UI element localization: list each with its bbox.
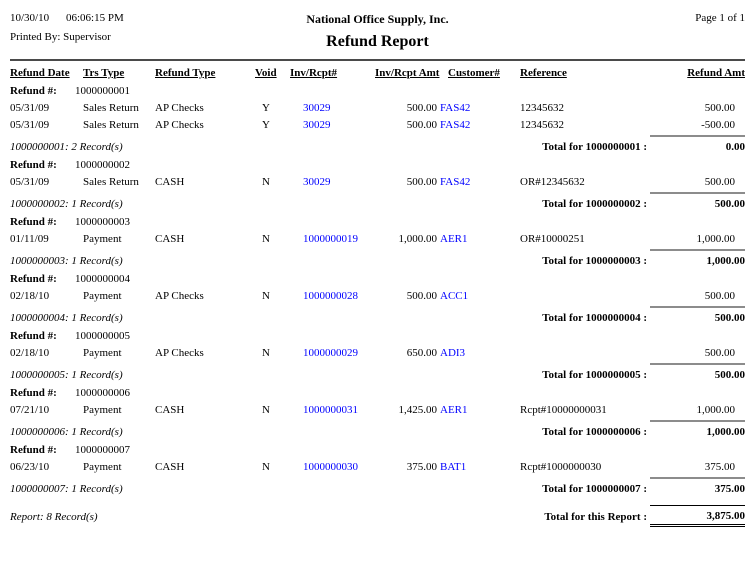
void-cell: Y — [262, 119, 270, 131]
reference-cell: Rcpt#10000000031 — [520, 404, 607, 416]
customer-link[interactable]: FAS42 — [440, 176, 471, 188]
refund-amt-cell: 1,000.00 — [696, 404, 735, 416]
inv-rcpt-link[interactable]: 30029 — [303, 119, 331, 131]
refund-group — [10, 330, 745, 381]
refund-date-cell: 02/18/10 — [10, 347, 50, 359]
group-total-label: Total for 1000000001 : — [542, 141, 647, 153]
page-indicator: Page 1 of 1 — [695, 12, 745, 24]
void-cell: N — [262, 461, 270, 473]
group-refund-number: 1000000002 — [75, 159, 130, 171]
customer-link[interactable]: AER1 — [440, 233, 468, 245]
table-row — [10, 119, 745, 132]
trs-type-cell: Sales Return — [83, 102, 139, 114]
group-label: Refund #: — [10, 273, 57, 285]
report-total-label: Total for this Report : — [544, 511, 647, 523]
group-label: Refund #: — [10, 444, 57, 456]
refund-amt-cell: 500.00 — [704, 347, 735, 359]
report-title: Refund Report — [326, 33, 429, 50]
inv-rcpt-link[interactable]: 1000000028 — [303, 290, 358, 302]
inv-rcpt-amt-cell: 1,000.00 — [398, 233, 437, 245]
group-header — [10, 387, 745, 400]
group-records-count: 1000000006: 1 Record(s) — [10, 426, 123, 438]
column-header-row — [10, 67, 745, 79]
printed-by: Printed By: Supervisor — [10, 31, 111, 43]
refund-group — [10, 444, 745, 495]
group-total-row — [10, 363, 745, 381]
header-divider — [10, 59, 745, 61]
reference-cell: OR#12345632 — [520, 176, 585, 188]
group-total-amount: 1,000.00 — [650, 420, 745, 438]
group-total-label: Total for 1000000004 : — [542, 312, 647, 324]
group-total-amount: 375.00 — [650, 477, 745, 495]
group-total-row — [10, 192, 745, 210]
reference-cell — [513, 347, 661, 360]
customer-link[interactable]: FAS42 — [440, 119, 471, 131]
group-header — [10, 85, 745, 98]
column-header-inv-rcpt: Inv/Rcpt# — [290, 67, 338, 79]
trs-type-cell: Payment — [83, 461, 122, 473]
group-records-count: 1000000004: 1 Record(s) — [10, 312, 123, 324]
group-total-row — [10, 420, 745, 438]
customer-link[interactable]: AER1 — [440, 404, 468, 416]
print-date: 10/30/10 — [10, 12, 50, 24]
refund-group — [10, 387, 745, 438]
group-total-row — [10, 135, 745, 153]
reference-cell: 12345632 — [520, 102, 564, 114]
trs-type-cell: Payment — [83, 347, 122, 359]
column-header-refund-amt: Refund Amt — [687, 67, 745, 79]
group-refund-number: 1000000001 — [75, 85, 130, 97]
group-header — [10, 273, 745, 286]
page-header-row2 — [10, 31, 745, 51]
inv-rcpt-link[interactable]: 1000000029 — [303, 347, 358, 359]
column-header-reference: Reference — [520, 67, 567, 79]
refund-type-cell: AP Checks — [155, 347, 204, 359]
group-header — [10, 159, 745, 172]
group-total-amount: 500.00 — [650, 192, 745, 210]
group-total-row — [10, 306, 745, 324]
refund-type-cell: CASH — [155, 461, 185, 473]
group-total-row — [10, 249, 745, 267]
refund-type-cell: CASH — [155, 233, 185, 245]
inv-rcpt-amt-cell: 650.00 — [406, 347, 437, 359]
group-refund-number: 1000000004 — [75, 273, 130, 285]
void-cell: N — [262, 347, 270, 359]
group-total-label: Total for 1000000006 : — [542, 426, 647, 438]
refund-amt-cell: 500.00 — [704, 176, 735, 188]
refund-group — [10, 273, 745, 324]
refund-group — [10, 216, 745, 267]
page-header-row1 — [10, 12, 745, 27]
column-header-trs-type: Trs Type — [83, 67, 125, 79]
refund-group — [10, 159, 745, 210]
group-label: Refund #: — [10, 387, 57, 399]
company-name: National Office Supply, Inc. — [306, 12, 449, 26]
column-header-void: Void — [255, 67, 277, 79]
group-total-label: Total for 1000000007 : — [542, 483, 647, 495]
refund-date-cell: 05/31/09 — [10, 102, 50, 114]
trs-type-cell: Payment — [83, 404, 122, 416]
customer-link[interactable]: FAS42 — [440, 102, 471, 114]
refund-amt-cell: 375.00 — [704, 461, 735, 473]
refund-date-cell: 05/31/09 — [10, 119, 50, 131]
table-row — [10, 461, 745, 474]
refund-group — [10, 85, 745, 153]
inv-rcpt-amt-cell: 500.00 — [406, 176, 437, 188]
void-cell: N — [262, 404, 270, 416]
group-total-amount: 500.00 — [650, 306, 745, 324]
inv-rcpt-link[interactable]: 30029 — [303, 102, 331, 114]
reference-cell: 12345632 — [520, 119, 564, 131]
column-header-refund-date: Refund Date — [10, 67, 70, 79]
group-refund-number: 1000000005 — [75, 330, 130, 342]
group-refund-number: 1000000003 — [75, 216, 130, 228]
table-row — [10, 347, 745, 360]
inv-rcpt-link[interactable]: 30029 — [303, 176, 331, 188]
group-total-label: Total for 1000000003 : — [542, 255, 647, 267]
refund-type-cell: AP Checks — [155, 290, 204, 302]
refund-type-cell: CASH — [155, 176, 185, 188]
void-cell: N — [262, 290, 270, 302]
reference-cell: Rcpt#1000000030 — [520, 461, 602, 473]
column-header-inv-rcpt-amt: Inv/Rcpt Amt — [375, 67, 440, 79]
inv-rcpt-amt-cell: 500.00 — [406, 119, 437, 131]
reference-cell: OR#10000251 — [520, 233, 585, 245]
group-header — [10, 330, 745, 343]
group-records-count: 1000000003: 1 Record(s) — [10, 255, 123, 267]
refund-type-cell: AP Checks — [155, 102, 204, 114]
group-total-row — [10, 477, 745, 495]
table-row — [10, 102, 745, 115]
customer-link[interactable]: ACC1 — [440, 290, 469, 302]
group-records-count: 1000000002: 1 Record(s) — [10, 198, 123, 210]
group-label: Refund #: — [10, 85, 57, 97]
group-total-amount: 500.00 — [650, 363, 745, 381]
table-row — [10, 176, 745, 189]
group-total-amount: 1,000.00 — [650, 249, 745, 267]
trs-type-cell: Payment — [83, 290, 122, 302]
refund-date-cell: 02/18/10 — [10, 290, 50, 302]
inv-rcpt-amt-cell: 1,425.00 — [398, 404, 437, 416]
refund-date-cell: 06/23/10 — [10, 461, 50, 473]
group-header — [10, 216, 745, 229]
void-cell: N — [262, 176, 270, 188]
table-row — [10, 233, 745, 246]
group-label: Refund #: — [10, 216, 57, 228]
group-label: Refund #: — [10, 159, 57, 171]
group-total-label: Total for 1000000002 : — [542, 198, 647, 210]
report-total-row — [10, 505, 745, 527]
inv-rcpt-amt-cell: 500.00 — [406, 290, 437, 302]
reference-cell — [513, 290, 661, 303]
group-header — [10, 444, 745, 457]
print-time: 06:06:15 PM — [66, 12, 124, 24]
group-total-amount: 0.00 — [650, 135, 745, 153]
inv-rcpt-link[interactable]: 1000000030 — [303, 461, 358, 473]
refund-report-page — [0, 12, 751, 527]
group-refund-number: 1000000006 — [75, 387, 130, 399]
customer-link[interactable]: BAT1 — [440, 461, 467, 473]
group-records-count: 1000000007: 1 Record(s) — [10, 483, 123, 495]
column-header-refund-type: Refund Type — [155, 67, 216, 79]
trs-type-cell: Sales Return — [83, 119, 139, 131]
refund-type-cell: AP Checks — [155, 119, 204, 131]
table-row — [10, 290, 745, 303]
refund-date-cell: 07/21/10 — [10, 404, 50, 416]
report-total-amount: 3,875.00 — [650, 505, 745, 527]
group-refund-number: 1000000007 — [75, 444, 130, 456]
refund-date-cell: 05/31/09 — [10, 176, 50, 188]
inv-rcpt-amt-cell: 375.00 — [406, 461, 437, 473]
trs-type-cell: Payment — [83, 233, 122, 245]
refund-amt-cell: 1,000.00 — [696, 233, 735, 245]
table-row — [10, 404, 745, 417]
customer-link[interactable]: ADI3 — [440, 347, 466, 359]
refund-date-cell: 01/11/09 — [10, 233, 49, 245]
group-label: Refund #: — [10, 330, 57, 342]
group-records-count: 1000000005: 1 Record(s) — [10, 369, 123, 381]
refund-amt-cell: 500.00 — [704, 290, 735, 302]
inv-rcpt-link[interactable]: 1000000031 — [303, 404, 358, 416]
inv-rcpt-link[interactable]: 1000000019 — [303, 233, 358, 245]
group-total-label: Total for 1000000005 : — [542, 369, 647, 381]
refund-amt-cell: -500.00 — [701, 119, 735, 131]
refund-amt-cell: 500.00 — [704, 102, 735, 114]
void-cell: Y — [262, 102, 270, 114]
refund-type-cell: CASH — [155, 404, 185, 416]
group-records-count: 1000000001: 2 Record(s) — [10, 141, 123, 153]
inv-rcpt-amt-cell: 500.00 — [406, 102, 437, 114]
trs-type-cell: Sales Return — [83, 176, 139, 188]
void-cell: N — [262, 233, 270, 245]
report-records-count: Report: 8 Record(s) — [10, 511, 98, 523]
column-header-customer: Customer# — [448, 67, 500, 79]
